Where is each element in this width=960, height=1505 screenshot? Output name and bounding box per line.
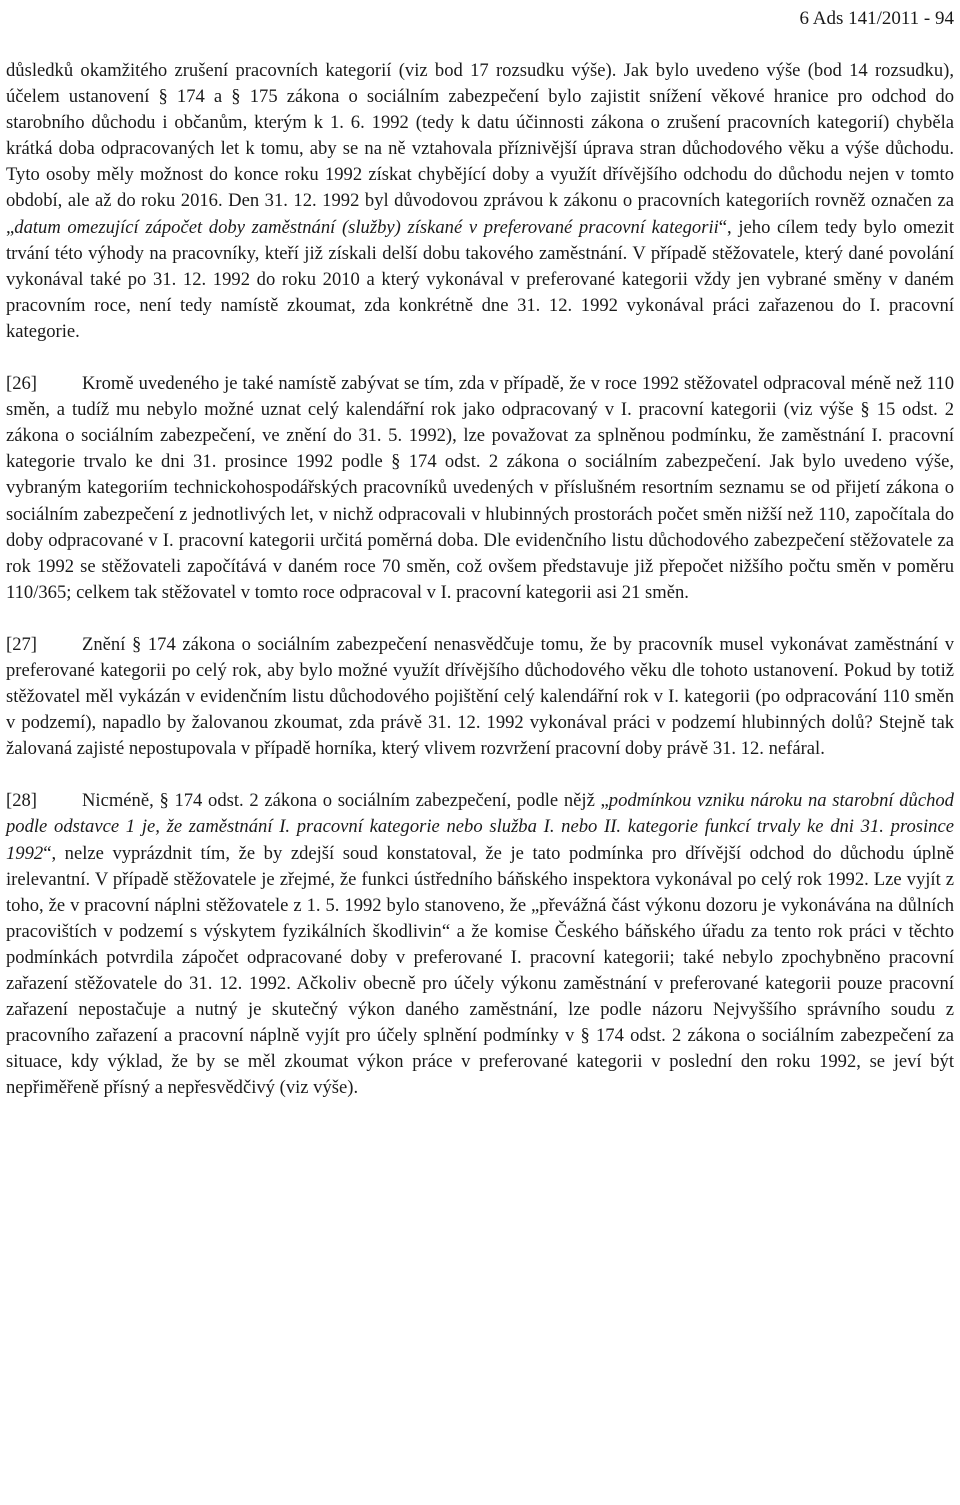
page-reference: 6 Ads 141/2011 - 94 <box>799 8 954 29</box>
paragraph-spacer <box>6 606 954 632</box>
paragraph-number: [26] <box>6 373 37 395</box>
paragraph-26 <box>6 371 954 606</box>
paragraph-number: [28] <box>6 790 37 812</box>
paragraph-spacer <box>6 345 954 371</box>
text-segment: “, jeho cílem tedy bylo omezit trvání této výhody na pracovníky, kteří již získali delší dobu takového zaměstnání. V případě stěžovatele, který dané povolání vykonával také po 31. 12. 1992 do roku 2010 a který vykonával v preferované kategorii vždy jen vybrané směny v daném pracovním roce, není tedy namístě zkoumat, zda konkrétně dne 31. 12. 1992 vykonával práci zařazenou do I. pracovní kategorie. <box>6 216 954 342</box>
paragraph-28 <box>6 788 954 1101</box>
paragraph-spacer <box>6 762 954 788</box>
text-segment: Nicméně, § 174 odst. 2 zákona o sociálním zabezpečení, podle nějž „ <box>82 790 609 812</box>
paragraph-continued <box>6 58 954 345</box>
text-segment: Znění § 174 zákona o sociálním zabezpečení nenasvědčuje tomu, že by pracovník musel vykonávat zaměstnání v preferované kategorii po celý rok, aby bylo možné využít dřívějšího důchodového věku dle tohoto ustanovení. Pokud by totiž stěžovatel měl vykázán v evidenčním listu důchodového pojištění celý kalendářní rok v I. kategorii (po odpracování 110 směn v podzemí), napadlo by žalovanou zkoumat, zda právě 31. 12. 1992 vykonával práci v podzemí hlubinných dolů? Stejně tak žalovaná zajisté nepostupovala v případě horníka, který vlivem rozvržení pracovní doby právě 31. 12. nefáral. <box>6 633 954 760</box>
text-segment: důsledků okamžitého zrušení pracovních kategorií (viz bod 17 rozsudku výše). Jak bylo uvedeno výše (bod 14 rozsudku), účelem ustanovení § 174 a § 175 zákona o sociálním zabezpečení bylo zajistit snížení věkové hranice pro odchod do starobního důchodu i občanům, kterým k 1. 6. 1992 (tedy k datu účinnosti zákona o zrušení pracovních kategorií) chyběla krátká doba odpracovaných let k tomu, aby se na ně vztahovala příznivější úprava stran důchodového věku a výše důchodu. Tyto osoby měly možnost do konce roku 1992 získat chybějící doby a využít dřívějšího odchodu do důchodu nejen v tomto období, ale až do roku 2016. Den 31. 12. 1992 byl důvodovou zprávou k zákonu o pracovních kategoriích rovněž označen za „ <box>6 60 954 238</box>
quoted-italic-text: datum omezující zápočet doby zaměstnání (služby) získané v preferované pracovní kategorii <box>14 216 719 238</box>
paragraph-number: [27] <box>6 633 37 655</box>
text-segment: Kromě uvedeného je také namístě zabývat se tím, zda v případě, že v roce 1992 stěžovatel odpracoval méně než 110 směn, a tudíž mu nebylo možné uznat celý kalendářní rok jako odpracovaný v I. pracovní kategorii (viz výše § 15 odst. 2 zákona o sociálním zabezpečení, ve znění do 31. 5. 1992), lze považovat za splněnou podmínku, že zaměstnání I. pracovní kategorie trvalo ke dni 31. prosince 1992 podle § 174 odst. 2 zákona o sociálním zabezpečení. Jak bylo uvedeno výše, vybraným kategoriím technickohospodářských pracovníků uvedených v příslušném resortním seznamu se od přijetí zákona o sociálním zabezpečení z jednotlivých let, v nichž odpracovali v hlubinných prostorách počet směn nižší než 110, započítala do doby odpracované v I. pracovní kategorii určitá poměrná doba. Dle evidenčního listu důchodového zabezpečení stěžovatele za rok 1992 se stěžovateli započítává v daném roce 70 směn, což ovšem představuje již přepočet nižšího počtu směn v poměru 110/365; celkem tak stěžovatel v tomto roce odpracoval v I. pracovní kategorii asi 21 směn. <box>6 373 954 603</box>
paragraph-27 <box>6 632 954 762</box>
quoted-italic-text: podmínkou vzniku nároku na starobní důchod podle odstavce 1 je, že zaměstnání I. pracovní kategorie nebo služba I. nebo II. kategorie funkcí trvaly ke dni 31. prosince 1992 <box>6 790 954 864</box>
text-segment: “, nelze vyprázdnit tím, že by zdejší soud konstatoval, že je tato podmínka pro dřívější odchod do důchodu úplně irelevantní. V případě stěžovatele je zřejmé, že funkci ústředního báňského inspektora vykonával po celý rok 1992. Lze vyjít z toho, že v pracovní náplni stěžovatele z 1. 5. 1992 bylo stanoveno, že „převážná část výkonu dozoru je vykonávána na důlních pracovištích v podzemí s výskytem fyzikálních škodlivin“ a že komise Českého báňského úřadu za tento rok práci v těchto podmínkách potvrdila zápočet odpracované doby v preferované I. pracovní kategorii; také nebylo zpochybněno pracovní zařazení stěžovatele do 31. 12. 1992. Ačkoliv obecně pro účely výkonu zaměstnání v preferované kategorii pouze pracovní zařazení nepostačuje a nutný je skutečný výkon daného zaměstnání, lze podle názoru Nejvyššího správního soudu z pracovního zařazení a pracovní náplně vyjít pro účely splnění podmínky v § 174 odst. 2 zákona o sociálním zabezpečení za situace, kdy výklad, že by se měl zkoumat výkon práce v preferované kategorii v poslední den roku 1992, se jeví být nepřiměřeně přísný a nepřesvědčivý (viz výše). <box>6 842 954 1099</box>
